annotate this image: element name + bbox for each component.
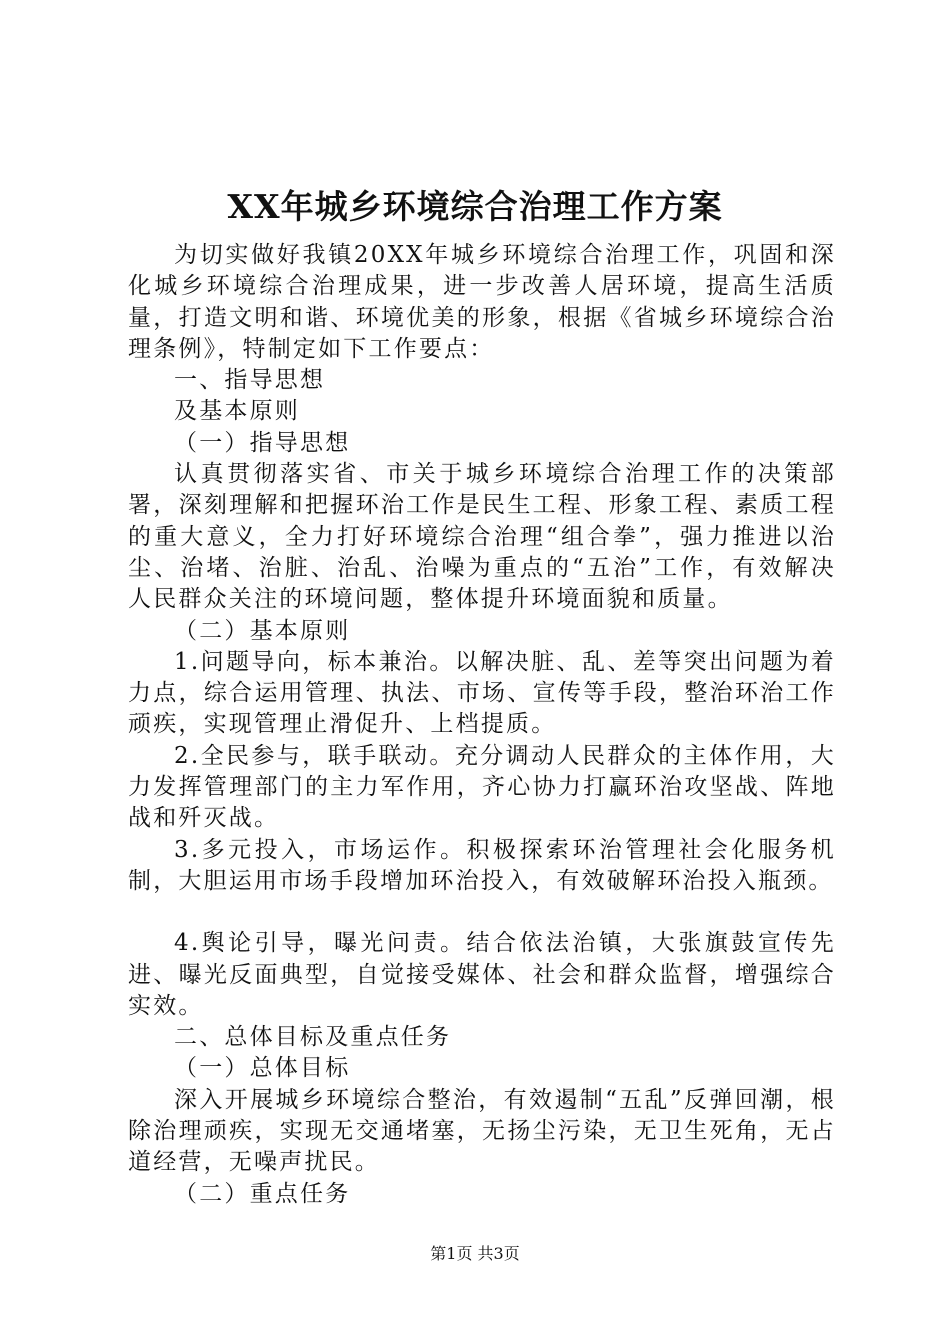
section-heading-2: 二、总体目标及重点任务	[174, 1024, 452, 1051]
subsection-heading: （二）基本原则	[174, 617, 351, 644]
subsection-heading: （一）指导思想	[174, 429, 351, 456]
principle-paragraph-1: 1.问题导向，标本兼治。以解决脏、乱、差等突出问题为着力点，综合运用管理、执法、市场、宣传等手段，整治环治工作顽疾，实现管理止滑促升、上档提质。	[128, 648, 836, 738]
page-footer: 第1页 共3页	[430, 1244, 520, 1263]
intro-paragraph: 为切实做好我镇20XX年城乡环境综合治理工作，巩固和深化城乡环境综合治理成果，进一步改善人居环境，提高生活质量，打造文明和谐、环境优美的形象，根据《省城乡环境综合治理条例》，特制定如下工作要点：	[128, 242, 836, 362]
principle-paragraph-2: 2.全民参与，联手联动。充分调动人民群众的主体作用，大力发挥管理部门的主力军作用，齐心协力打赢环治攻坚战、阵地战和歼灭战。	[128, 742, 836, 832]
subsection-heading: （一）总体目标	[174, 1055, 351, 1082]
principle-paragraph-4: 4.舆论引导，曝光问责。结合依法治镇，大张旗鼓宣传先进、曝光反面典型，自觉接受媒体、社会和群众监督，增强综合实效。	[128, 930, 836, 1019]
subsection-heading: （二）重点任务	[174, 1180, 351, 1207]
section-heading-1: 一、指导思想	[174, 367, 326, 394]
section-heading-1-cont: 及基本原则	[174, 398, 300, 425]
principle-paragraph-3: 3.多元投入，市场运作。积极探索环治管理社会化服务机制，大胆运用市场手段增加环治投入，有效破解环治投入瓶颈。	[128, 836, 836, 894]
document-title: XX年城乡环境综合治理工作方案	[227, 187, 723, 226]
document-body	[128, 240, 836, 1210]
overall-goal-paragraph: 深入开展城乡环境综合整治，有效遏制“五乱”反弹回潮，根除治理顽疾，实现无交通堵塞，无扬尘污染，无卫生死角，无占道经营，无噪声扰民。	[128, 1086, 836, 1176]
guiding-thought-paragraph: 认真贯彻落实省、市关于城乡环境综合治理工作的决策部署，深刻理解和把握环治工作是民生工程、形象工程、素质工程的重大意义，全力打好环境综合治理“组合拳”，强力推进以治尘、治堵、治脏、治乱、治噪为重点的“五治”工作，有效解决人民群众关注的环境问题，整体提升环境面貌和质量。	[128, 461, 836, 613]
